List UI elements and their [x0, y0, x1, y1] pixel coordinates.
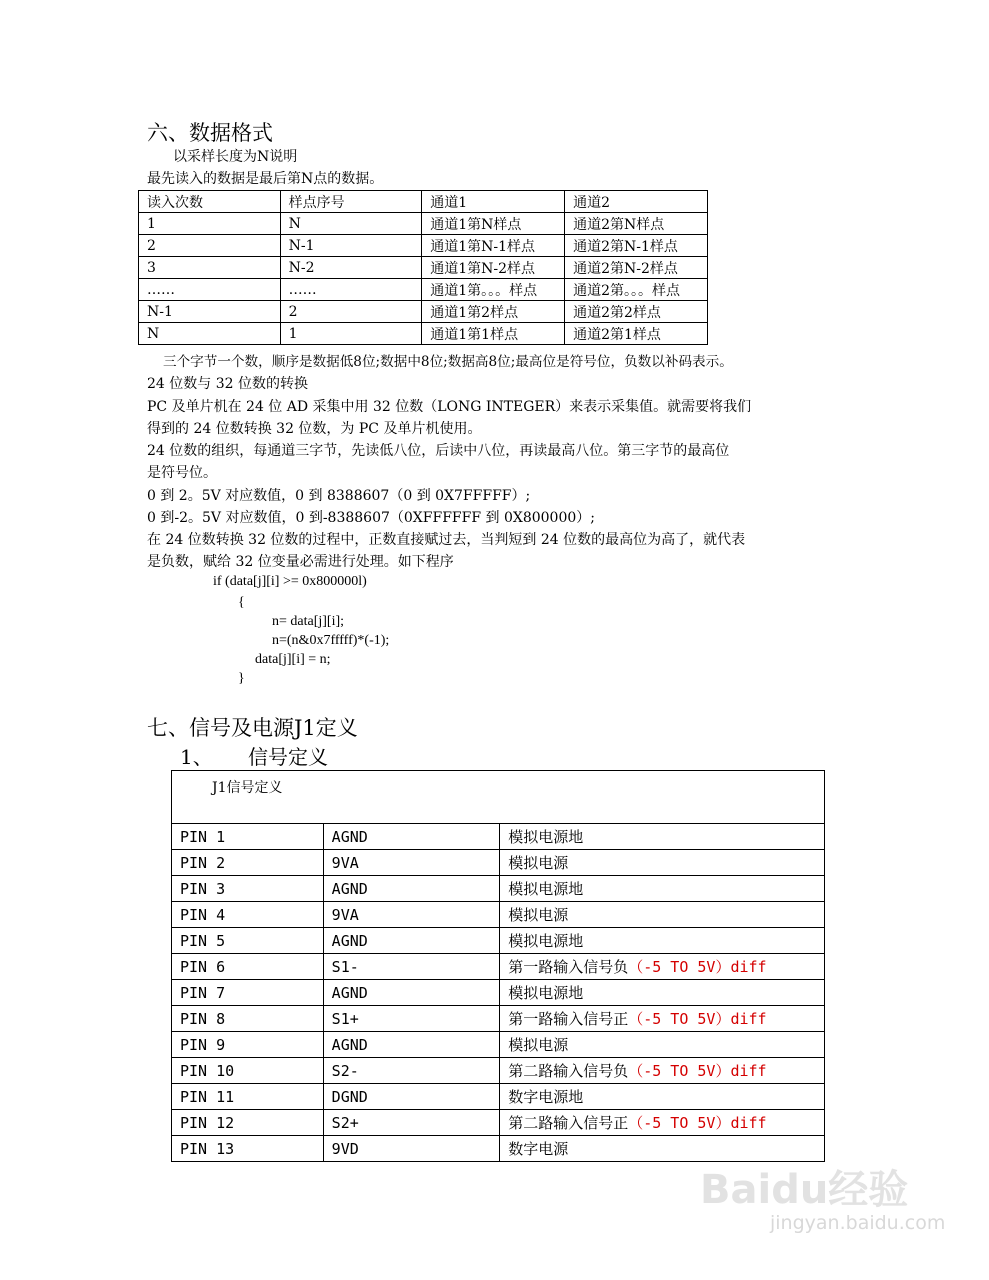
table-row	[139, 213, 708, 235]
table-header-row	[139, 191, 708, 213]
pin-description	[500, 1084, 825, 1110]
table-row	[172, 980, 825, 1006]
pin-signal: AGND	[323, 980, 500, 1006]
pin-signal: 9VA	[323, 902, 500, 928]
table-cell: N-2	[280, 257, 422, 279]
table-cell: 通道1第N样点	[422, 213, 565, 235]
subsection-number: 1、	[180, 745, 213, 769]
table-cell: 通道2第N-1样点	[565, 235, 708, 257]
table-row	[172, 1032, 825, 1058]
pin-description	[500, 850, 825, 876]
j1-signal-table	[171, 770, 825, 1162]
table-cell: N-1	[280, 235, 422, 257]
pin-signal: 9VD	[323, 1136, 500, 1162]
table-cell: 通道2第。。。样点	[565, 279, 708, 301]
subsection-title: 信号定义	[248, 745, 328, 769]
pin-number: PIN 4	[172, 902, 324, 928]
table-cell: 通道1第2样点	[422, 301, 565, 323]
table-cell: 通道1第1样点	[422, 323, 565, 345]
conversion-para-2-line-1: 24 位数的组织，每通道三字节，先读低八位，后读中八位，再读最高八位。第三字节的最高位	[147, 443, 730, 459]
column-header: 通道1	[422, 191, 565, 213]
code-line-3: n= data[j][i];	[272, 614, 345, 629]
pin-number: PIN 12	[172, 1110, 324, 1136]
pin-range: （-5 TO 5V）diff	[628, 1010, 767, 1028]
pin-description-text: 模拟电源	[508, 906, 569, 924]
pin-description-text: 第二路输入信号负	[508, 1062, 629, 1080]
section7-title: 七、信号及电源J1定义	[147, 716, 358, 740]
table-cell: N	[139, 323, 281, 345]
negative-range: 0 到-2。5V 对应数值，0 到-8388607（0XFFFFFF 到 0X800000）;	[147, 510, 595, 526]
table-row	[139, 279, 708, 301]
table-cell: 1	[139, 213, 281, 235]
intro-line-1: 以采样长度为N说明	[173, 149, 298, 165]
pin-signal: AGND	[323, 876, 500, 902]
pin-signal: S1+	[323, 1006, 500, 1032]
pin-description	[500, 928, 825, 954]
table-row	[172, 876, 825, 902]
pin-number: PIN 11	[172, 1084, 324, 1110]
table-cell: 通道2第N-2样点	[565, 257, 708, 279]
positive-range: 0 到 2。5V 对应数值，0 到 8388607（0 到 0X7FFFFF）;	[147, 488, 531, 504]
pin-description	[500, 824, 825, 850]
table-row	[172, 1084, 825, 1110]
pin-description	[500, 1110, 825, 1136]
conversion-title: 24 位数与 32 位数的转换	[147, 376, 308, 392]
pin-range: （-5 TO 5V）diff	[628, 1062, 767, 1080]
pin-description-text: 模拟电源地	[508, 984, 584, 1002]
pin-description-text: 第二路输入信号正	[508, 1114, 629, 1132]
table-row	[172, 928, 825, 954]
pin-description-text: 第一路输入信号正	[508, 1010, 629, 1028]
table-cell: 通道2第1样点	[565, 323, 708, 345]
column-header: 样点序号	[280, 191, 422, 213]
code-line-2: {	[238, 595, 245, 610]
pin-description	[500, 954, 825, 980]
pin-number: PIN 13	[172, 1136, 324, 1162]
table-cell: ……	[280, 279, 422, 301]
conversion-para-1-line-2: 得到的 24 位数转换 32 位数，为 PC 及单片机使用。	[147, 421, 482, 437]
pin-description-text: 模拟电源地	[508, 932, 584, 950]
pin-range: （-5 TO 5V）diff	[628, 958, 767, 976]
pin-range: （-5 TO 5V）diff	[628, 1114, 767, 1132]
table-row	[172, 902, 825, 928]
table-row	[172, 1006, 825, 1032]
table-cell: 2	[280, 301, 422, 323]
pin-number: PIN 5	[172, 928, 324, 954]
conversion-para-2-line-2: 是符号位。	[147, 465, 217, 481]
pin-signal: AGND	[323, 928, 500, 954]
table-cell: 通道1第N-1样点	[422, 235, 565, 257]
intro-line-2: 最先读入的数据是最后第N点的数据。	[147, 171, 384, 187]
pin-description	[500, 980, 825, 1006]
data-format-table	[138, 190, 708, 345]
table-cell: 2	[139, 235, 281, 257]
table-cell: 3	[139, 257, 281, 279]
pin-number: PIN 8	[172, 1006, 324, 1032]
table-row	[172, 824, 825, 850]
baidu-logo-watermark: Baidu经验	[700, 1167, 909, 1213]
pin-description	[500, 1058, 825, 1084]
table-header-row	[172, 771, 825, 824]
column-header: 读入次数	[139, 191, 281, 213]
table-cell: N	[280, 213, 422, 235]
pin-signal: S1-	[323, 954, 500, 980]
table-cell: 通道1第。。。样点	[422, 279, 565, 301]
conversion-para-3-line-2: 是负数，赋给 32 位变量必需进行处理。如下程序	[147, 554, 454, 570]
pin-number: PIN 10	[172, 1058, 324, 1084]
table-row	[139, 301, 708, 323]
pin-number: PIN 7	[172, 980, 324, 1006]
table-cell: 通道2第N样点	[565, 213, 708, 235]
pin-description-text: 模拟电源地	[508, 880, 584, 898]
table-header: J1信号定义	[172, 771, 825, 824]
table-row	[172, 1058, 825, 1084]
pin-number: PIN 6	[172, 954, 324, 980]
pin-description	[500, 902, 825, 928]
table-row	[139, 257, 708, 279]
table-row	[172, 954, 825, 980]
pin-signal: S2-	[323, 1058, 500, 1084]
pin-signal: 9VA	[323, 850, 500, 876]
table-cell: 通道2第2样点	[565, 301, 708, 323]
table-row	[139, 235, 708, 257]
pin-description-text: 数字电源地	[508, 1088, 584, 1106]
table-cell: N-1	[139, 301, 281, 323]
code-line-6: }	[238, 671, 245, 686]
pin-description-text: 模拟电源地	[508, 828, 584, 846]
pin-signal: DGND	[323, 1084, 500, 1110]
conversion-para-1-line-1: PC 及单片机在 24 位 AD 采集中用 32 位数（LONG INTEGER）来表示采集值。就需要将我们	[147, 399, 752, 415]
code-line-4: n=(n&0x7fffff)*(-1);	[272, 633, 390, 648]
code-line-5: data[j][i] = n;	[255, 652, 331, 667]
column-header: 通道2	[565, 191, 708, 213]
bytes-paragraph: 三个字节一个数，顺序是数据低8位;数据中8位;数据高8位;最高位是符号位，负数以补码表示。	[163, 354, 733, 370]
pin-number: PIN 2	[172, 850, 324, 876]
table-row	[139, 323, 708, 345]
pin-description-text: 第一路输入信号负	[508, 958, 629, 976]
pin-description	[500, 876, 825, 902]
pin-number: PIN 1	[172, 824, 324, 850]
code-line-1: if (data[j][i] >= 0x800000l)	[213, 574, 367, 589]
pin-signal: AGND	[323, 1032, 500, 1058]
pin-description	[500, 1006, 825, 1032]
pin-number: PIN 9	[172, 1032, 324, 1058]
table-row	[172, 1110, 825, 1136]
table-cell: 1	[280, 323, 422, 345]
table-cell: ……	[139, 279, 281, 301]
conversion-para-3-line-1: 在 24 位数转换 32 位数的过程中，正数直接赋过去，当判短到 24 位数的最高位为高了，就代表	[147, 532, 746, 548]
pin-number: PIN 3	[172, 876, 324, 902]
table-row	[172, 850, 825, 876]
pin-description-text: 数字电源	[508, 1140, 569, 1158]
pin-signal: AGND	[323, 824, 500, 850]
pin-description-text: 模拟电源	[508, 854, 569, 872]
pin-description	[500, 1032, 825, 1058]
watermark-url: jingyan.baidu.com	[770, 1212, 946, 1234]
pin-signal: S2+	[323, 1110, 500, 1136]
table-cell: 通道1第N-2样点	[422, 257, 565, 279]
pin-description-text: 模拟电源	[508, 1036, 569, 1054]
section6-title: 六、数据格式	[147, 121, 273, 145]
